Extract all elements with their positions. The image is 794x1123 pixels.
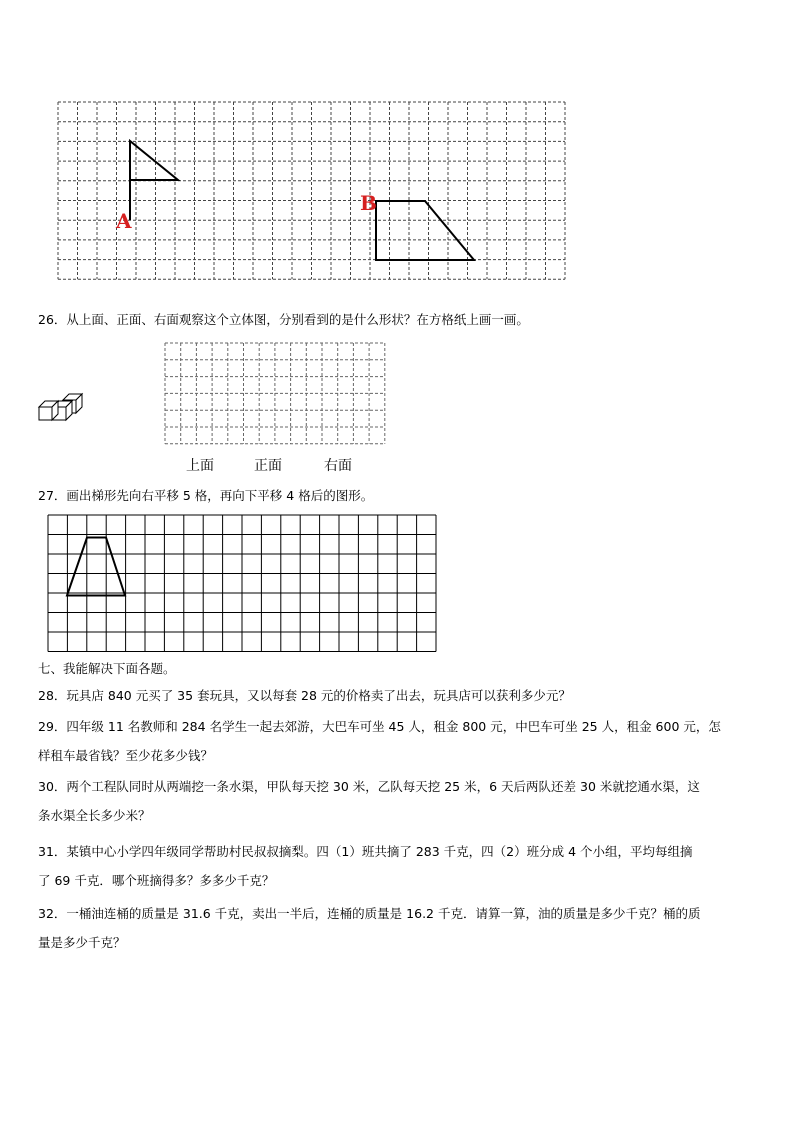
question-32-line1: 32．一桶油连桶的质量是 31.6 千克，卖出一半后，连桶的质量是 16.2 千克．请算一算，油的质量是多少千克？桶的质: [38, 906, 701, 921]
question-26: 26．从上面、正面、右面观察这个立体图，分别看到的是什么形状？在方格纸上画一画。: [38, 312, 529, 327]
question-32-line2: 量是多少千克？: [38, 935, 126, 950]
section-heading: 七、我能解决下面各题。: [38, 661, 176, 676]
view-label-top: 上面: [186, 458, 214, 474]
cube-front-front: [39, 407, 52, 420]
trapezoid-figure: [67, 538, 125, 596]
grid-top: [0, 0, 794, 300]
cube-stack-figure: [36, 380, 96, 430]
view-label-right: 右面: [324, 458, 352, 474]
view-label-front: 正面: [254, 458, 282, 474]
label-b: B: [360, 191, 377, 215]
question-29-line2: 样租车最省钱？至少花多少钱？: [38, 748, 214, 763]
question-28: 28．玩具店 840 元买了 35 套玩具，又以每套 28 元的价格卖了出去，玩具店可以获利多少元？: [38, 688, 571, 703]
question-30-line2: 条水渠全长多少米？: [38, 808, 151, 823]
label-a: A: [116, 209, 132, 233]
question-31-line1: 31．某镇中心小学四年级同学帮助村民叔叔摘梨。四（1）班共摘了 283 千克，四（2）班分成 4 个小组，平均每组摘: [38, 844, 693, 859]
grid-views: [160, 338, 400, 458]
question-30-line1: 30．两个工程队同时从两端挖一条水渠，甲队每天挖 30 米，乙队每天挖 25 米，6 天后两队还差 30 米就挖通水渠，这: [38, 779, 700, 794]
grid-translation: [45, 512, 445, 657]
question-31-line2: 了 69 千克．哪个班摘得多？多多少千克？: [38, 873, 275, 888]
flag-figure-a: [130, 141, 178, 220]
question-27: 27．画出梯形先向右平移 5 格，再向下平移 4 格后的图形。: [38, 488, 374, 503]
trapezoid-figure-b: [376, 201, 474, 260]
question-29-line1: 29．四年级 11 名教师和 284 名学生一起去郊游，大巴车可坐 45 人，租金 800 元，中巴车可坐 25 人，租金 600 元，怎: [38, 719, 721, 734]
